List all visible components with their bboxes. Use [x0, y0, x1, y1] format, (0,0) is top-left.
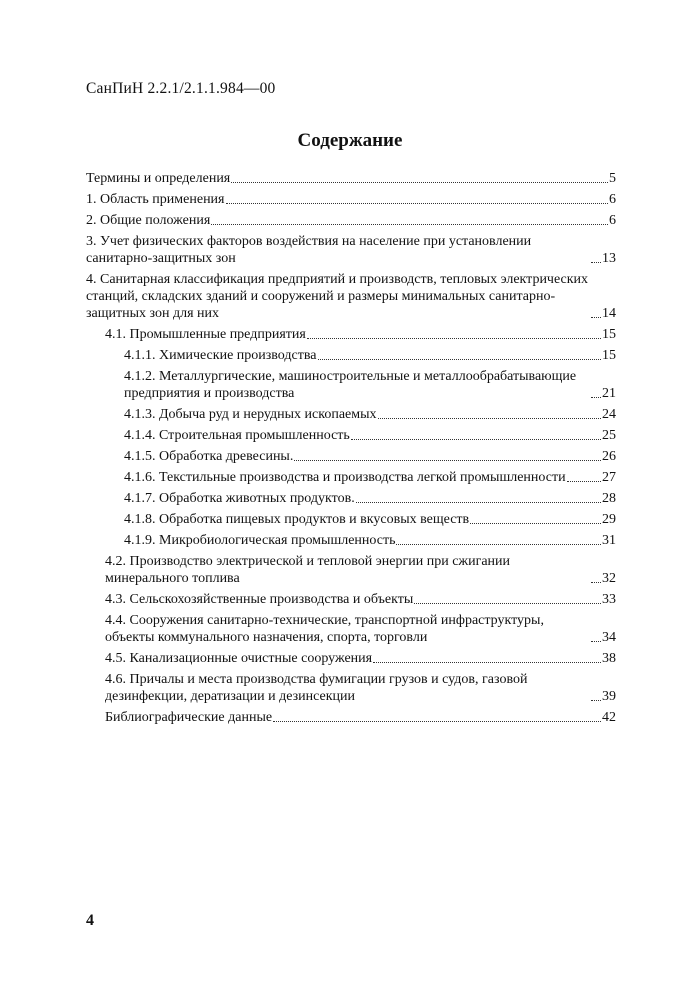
- toc-entry-label: 4.1.7. Обработка животных продуктов.: [124, 491, 355, 506]
- toc-entry-page: 32: [602, 571, 616, 586]
- toc-entry-section-4-1-5[interactable]: [86, 448, 616, 465]
- toc-entry-label: Термины и определения: [86, 171, 231, 186]
- toc-leader-dots: [356, 502, 601, 503]
- toc-entry-section-4-1-6[interactable]: [86, 469, 616, 486]
- toc-entry-section-4[interactable]: [86, 271, 616, 322]
- page-number: 4: [86, 912, 94, 929]
- toc-entry-label: 4.1.4. Строительная промышленность: [124, 428, 350, 443]
- toc-entry-page: 24: [602, 407, 616, 422]
- toc-entry-section-4-1-7[interactable]: [86, 490, 616, 507]
- toc-entry-page: 5: [609, 171, 616, 186]
- toc-entry-page: 15: [602, 348, 616, 363]
- toc-entry-label: 4.1.8. Обработка пищевых продуктов и вкусовых веществ: [124, 512, 470, 527]
- toc-entry-label: 4.1.3. Добыча руд и нерудных ископаемых: [124, 407, 377, 422]
- toc-entry-section-4-1-1[interactable]: [86, 347, 616, 364]
- toc-leader-dots: [378, 418, 601, 419]
- toc-entry-label: 2. Общие положения: [86, 213, 211, 228]
- toc-leader-dots: [231, 182, 608, 183]
- toc-leader-dots: [211, 224, 608, 225]
- toc-entry-page: 39: [602, 689, 616, 704]
- toc-entry-page: 28: [602, 491, 616, 506]
- toc-leader-dots: [591, 582, 601, 583]
- toc-entry-section-4-6[interactable]: [86, 671, 616, 705]
- toc-leader-dots: [591, 317, 601, 318]
- toc-entry-page: 42: [602, 710, 616, 725]
- toc-entry-label: 4.3. Сельскохозяйственные производства и объекты: [105, 592, 414, 607]
- toc-leader-dots: [567, 481, 601, 482]
- toc-entry-label: 4.6. Причалы и места производства фумигации грузов и судов, газовой дезинфекции, дератизации и дезинсекции: [105, 672, 528, 704]
- toc-entry-section-1[interactable]: [86, 191, 616, 208]
- toc-entry-section-4-1-3[interactable]: [86, 406, 616, 423]
- toc-entry-section-4-1-9[interactable]: [86, 532, 616, 549]
- toc-entry-section-4-1-4[interactable]: [86, 427, 616, 444]
- toc-entry-label: 4.1.1. Химические производства: [124, 348, 317, 363]
- document-code: СанПиН 2.2.1/2.1.1.984—00: [86, 80, 276, 97]
- toc-leader-dots: [591, 262, 601, 263]
- toc-leader-dots: [273, 721, 601, 722]
- toc-leader-dots: [591, 641, 601, 642]
- toc-leader-dots: [373, 662, 601, 663]
- toc-entry-page: 6: [609, 192, 616, 207]
- toc-title: Содержание: [297, 130, 403, 151]
- toc-entry-section-4-1-2[interactable]: [86, 368, 616, 402]
- toc-entry-page: 15: [602, 327, 616, 342]
- table-of-contents: [86, 170, 616, 730]
- toc-entry-section-4-1-8[interactable]: [86, 511, 616, 528]
- toc-entry-page: 34: [602, 630, 616, 645]
- toc-entry-label: 4. Санитарная классификация предприятий и производств, тепловых электрических станций, складских зданий и сооружений и размеры минимальных санитарно-защитных зон для них: [86, 272, 589, 321]
- toc-entry-label: Библиографические данные: [105, 710, 273, 725]
- toc-leader-dots: [591, 700, 601, 701]
- toc-entry-label: 3. Учет физических факторов воздействия на население при установлении санитарно-защитных зон: [86, 234, 532, 266]
- toc-entry-section-4-1[interactable]: [86, 326, 616, 343]
- toc-entry-terms[interactable]: [86, 170, 616, 187]
- toc-leader-dots: [351, 439, 601, 440]
- toc-entry-label: 4.1. Промышленные предприятия: [105, 327, 306, 342]
- toc-entry-section-4-4[interactable]: [86, 612, 616, 646]
- toc-entry-section-2[interactable]: [86, 212, 616, 229]
- toc-entry-page: 29: [602, 512, 616, 527]
- toc-entry-label: 4.1.2. Металлургические, машиностроительные и металлообрабатывающие предприятия и производства: [124, 369, 577, 401]
- toc-entry-page: 14: [602, 306, 616, 321]
- toc-leader-dots: [591, 397, 601, 398]
- toc-entry-page: 6: [609, 213, 616, 228]
- toc-leader-dots: [226, 203, 609, 204]
- toc-leader-dots: [396, 544, 601, 545]
- toc-leader-dots: [294, 460, 601, 461]
- toc-entry-bibliography[interactable]: [86, 709, 616, 726]
- toc-entry-page: 25: [602, 428, 616, 443]
- toc-entry-page: 27: [602, 470, 616, 485]
- toc-entry-page: 31: [602, 533, 616, 548]
- toc-entry-label: 4.5. Канализационные очистные сооружения: [105, 651, 373, 666]
- toc-entry-page: 38: [602, 651, 616, 666]
- toc-entry-page: 21: [602, 386, 616, 401]
- toc-entry-label: 1. Область применения: [86, 192, 225, 207]
- toc-entry-page: 13: [602, 251, 616, 266]
- toc-entry-label: 4.1.9. Микробиологическая промышленность: [124, 533, 396, 548]
- toc-entry-section-4-2[interactable]: [86, 553, 616, 587]
- toc-entry-section-3[interactable]: [86, 233, 616, 267]
- toc-entry-section-4-5[interactable]: [86, 650, 616, 667]
- toc-leader-dots: [414, 603, 601, 604]
- toc-entry-page: 33: [602, 592, 616, 607]
- toc-entry-label: 4.4. Сооружения санитарно-технические, транспортной инфраструктуры, объекты коммунального назначения, спорта, торговли: [105, 613, 544, 645]
- toc-leader-dots: [318, 359, 602, 360]
- toc-entry-label: 4.1.6. Текстильные производства и производства легкой промышленности: [124, 470, 566, 485]
- toc-entry-page: 26: [602, 449, 616, 464]
- toc-leader-dots: [307, 338, 601, 339]
- toc-entry-label: 4.1.5. Обработка древесины.: [124, 449, 294, 464]
- toc-leader-dots: [470, 523, 601, 524]
- toc-entry-section-4-3[interactable]: [86, 591, 616, 608]
- toc-entry-label: 4.2. Производство электрической и тепловой энергии при сжигании минерального топлива: [105, 554, 511, 586]
